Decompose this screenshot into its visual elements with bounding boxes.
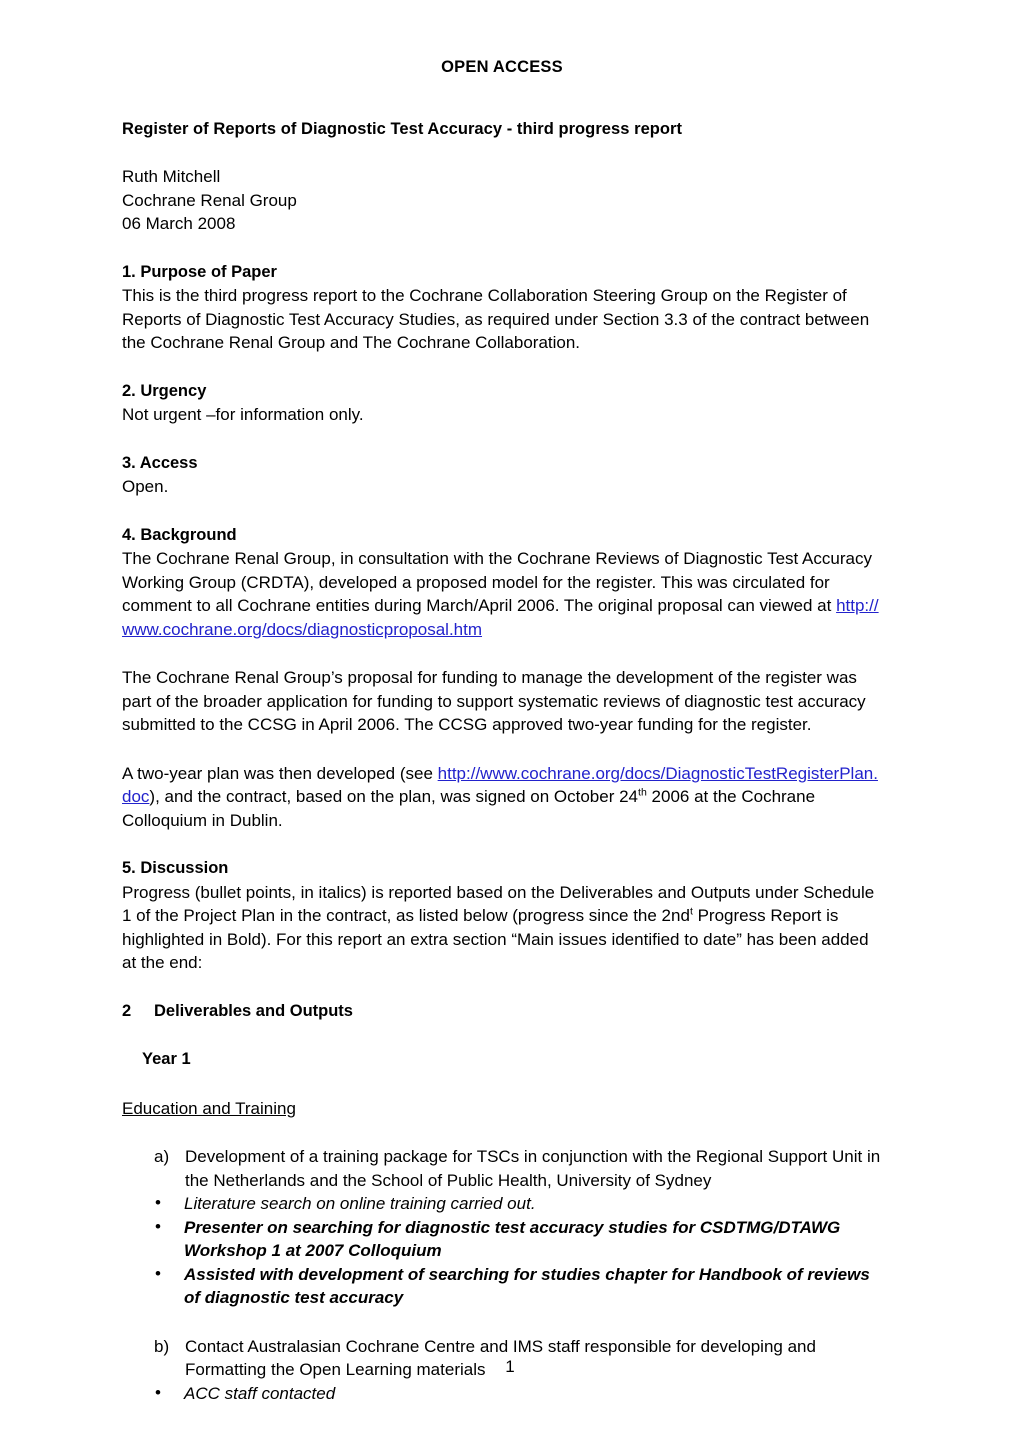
section-body-access: Open. (122, 477, 169, 496)
progress-bullets-b (122, 1382, 882, 1406)
byline-organisation: Cochrane Renal Group (122, 190, 297, 210)
list-item-marker: b) (154, 1336, 170, 1356)
deliverables-list (122, 1145, 882, 1192)
section-body-background-para2: The Cochrane Renal Group’s proposal for funding to manage the development of the register was part of the broader application for funding to support systematic reviews of diagnostic test accuracy submitted to the CCSG in April 2006. The CCSG approved two-year funding for the register. (122, 668, 866, 734)
background-para3-text-mid: ), and the contract, based on the plan, was signed on October 24 (149, 787, 639, 806)
year-label: Year 1 (142, 1050, 191, 1068)
section-body-discussion (122, 881, 882, 975)
deliverables-number: 2 (122, 1001, 132, 1020)
section-body-background-para1 (122, 547, 882, 641)
list-item-text: Literature search on online training carried out. (184, 1194, 536, 1213)
background-para3-text-before: A two-year plan was then developed (see (122, 763, 438, 783)
diagnostic-proposal-link[interactable]: http://www.cochrane.org/docs/diagnosticproposal.htm (122, 596, 879, 639)
list-item-text: Assisted with development of searching for studies chapter for Handbook of reviews of diagnostic test accuracy (184, 1264, 870, 1307)
section-body-urgency: Not urgent –for information only. (122, 405, 364, 424)
section-heading-discussion: 5. Discussion (122, 859, 229, 877)
progress-bullets-a (122, 1192, 882, 1310)
background-para3-text-after: 2006 at the Cochrane Colloquium in Dublin. (122, 787, 816, 830)
subsection-heading-education-and-training: Education and Training (122, 1098, 296, 1118)
bullet-icon: • (155, 1216, 161, 1236)
running-head: OPEN ACCESS (441, 58, 563, 76)
byline-author: Ruth Mitchell (122, 167, 221, 186)
byline-date: 06 March 2008 (122, 214, 236, 233)
background-para1-text: The Cochrane Renal Group, in consultation with the Cochrane Reviews of Diagnostic Test Accuracy Working Group (CRDTA), developed a proposed model for the register. This was circulated for comment to all Cochrane entities during March/April 2006. The original proposal can viewed at (122, 549, 872, 615)
discussion-text-part1: Progress (bullet points, in italics) is reported based on the Deliverables and Outputs under Schedule 1 of the Project Plan in the contract, as listed below (progress since the 2nd (122, 882, 875, 925)
section-body-purpose: This is the third progress report to the Cochrane Collaboration Steering Group on the Register of Reports of Diagnostic Test Accuracy Studies, as required under Section 3.3 of the contract between the Cochrane Renal Group and The Cochrane Collaboration. (122, 286, 870, 352)
ordinal-suffix-t: t (689, 905, 693, 918)
section-heading-purpose: 1. Purpose of Paper (122, 262, 277, 281)
bullet-icon: • (155, 1263, 161, 1283)
page-number: 1 (505, 1357, 515, 1376)
section-body-background-para3 (122, 762, 882, 833)
list-item-text: Presenter on searching for diagnostic test accuracy studies for CSDTMG/DTAWG Workshop 1 at 2007 Colloquium (184, 1217, 841, 1260)
deliverables-heading (122, 1000, 882, 1024)
list-item-text: ACC staff contacted (184, 1383, 336, 1403)
section-heading-background: 4. Background (122, 525, 237, 544)
bullet-icon: • (155, 1382, 161, 1402)
list-item (122, 1382, 882, 1406)
ordinal-suffix-th: th (638, 786, 647, 799)
list-item-text: Contact Australasian Cochrane Centre and IMS staff responsible for developing and Formatting the Open Learning materials (185, 1336, 816, 1379)
list-item-marker: a) (154, 1147, 170, 1166)
section-heading-access: 3. Access (122, 453, 198, 472)
list-item (122, 1216, 882, 1263)
diagnostic-test-register-plan-link[interactable]: http://www.cochrane.org/docs/DiagnosticTestRegisterPlan.doc (122, 763, 878, 806)
list-item-text: Development of a training package for TSCs in conjunction with the Regional Support Unit in the Netherlands and the School of Public Health, University of Sydney (185, 1147, 881, 1190)
document-content (122, 57, 882, 1405)
list-item (122, 1192, 882, 1216)
bullet-icon: • (155, 1193, 161, 1212)
deliverables-heading-label: Deliverables and Outputs (154, 1001, 353, 1020)
section-heading-urgency: 2. Urgency (122, 381, 207, 400)
page-title: Register of Reports of Diagnostic Test Accuracy - third progress report (122, 120, 683, 138)
discussion-text-part2: Progress Report is highlighted in Bold). For this report an extra section “Main issues identified to date” has been added at the end: (122, 906, 869, 972)
list-item (122, 1145, 882, 1192)
list-item (122, 1263, 882, 1310)
